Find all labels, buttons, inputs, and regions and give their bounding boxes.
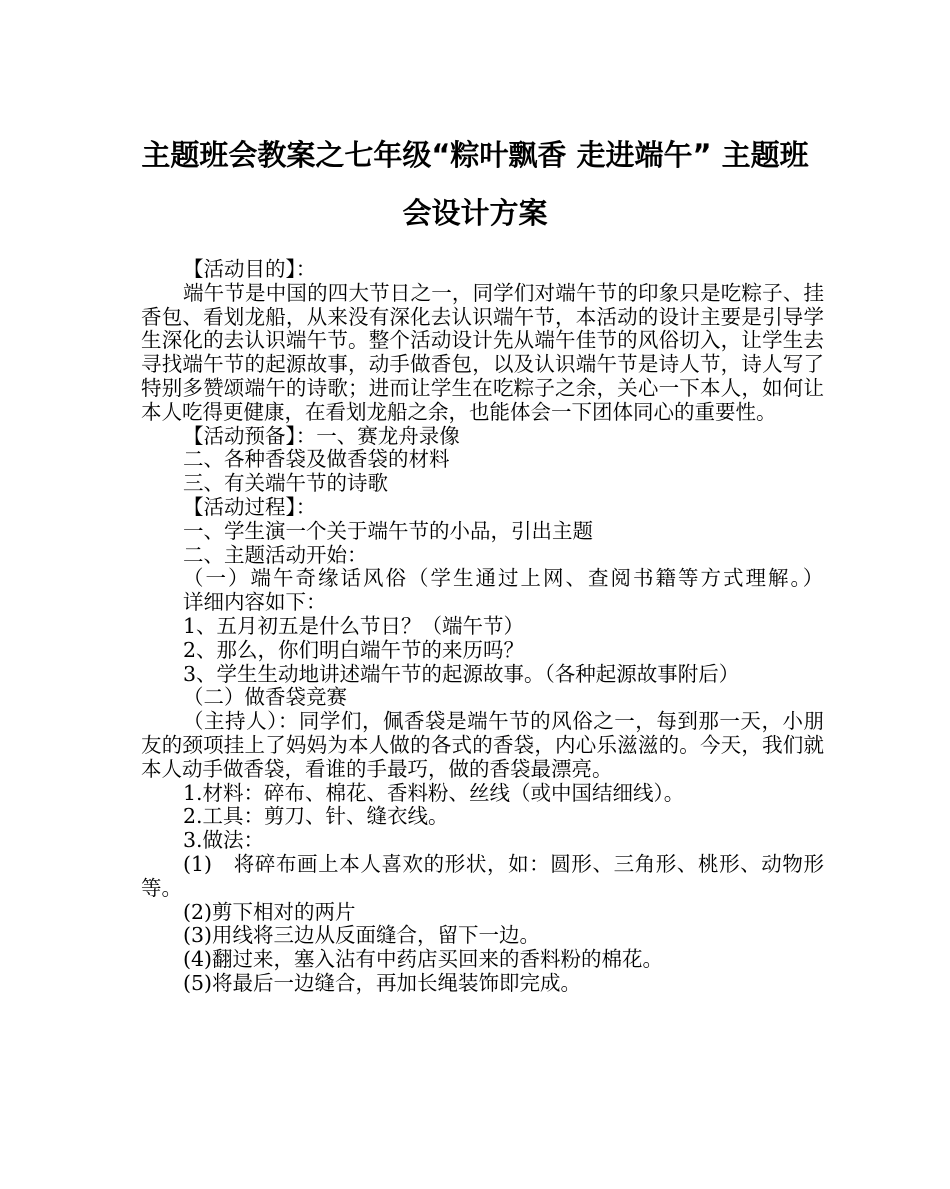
paragraph-host: （主持人）：同学们，佩香袋是端午节的风俗之一，每到那一天，小朋友的颈项挂上了妈妈为本人做的各式的香袋，内心乐滋滋的。今天，我们就本人动手做香袋，看谁的手最巧，做的香袋最漂亮。 (141, 709, 824, 781)
subsection-customs: （一）端午奇缘话风俗（学生通过上网、查阅书籍等方式理解。） (183, 566, 826, 591)
list-item: 2.工具：剪刀、针、缝衣线。 (183, 804, 449, 829)
document-title: 主题班会教案之七年级“粽叶飘香 走进端午” 主题班会设计方案 (141, 138, 809, 230)
list-item: 3.做法： (183, 828, 265, 853)
section-heading-process: 【活动过程】： (183, 494, 317, 519)
section-heading-purpose: 【活动目的】： (183, 257, 317, 281)
document-body (141, 258, 824, 996)
list-item: 二、各种香袋及做香袋的材料 (183, 447, 450, 472)
list-item: 2、那么，你们明白端午节的来历吗？ (183, 637, 525, 662)
list-item: 1.材料：碎布、棉花、香料粉、丝线（或中国结细线）。 (183, 780, 685, 805)
list-item: (4)翻过来，塞入沾有中药店买回来的香料粉的棉花。 (183, 947, 664, 972)
list-item: 二、主题活动开始： (183, 542, 368, 567)
list-item: (2)剪下相对的两片 (183, 899, 356, 924)
list-item: 三、有关端午节的诗歌 (183, 471, 388, 496)
list-item: 详细内容如下： (183, 590, 327, 615)
list-item: (1) 将碎布画上本人喜欢的形状，如：圆形、三角形、桃形、动物形等。 (141, 851, 824, 900)
list-item: 3、学生生动地讲述端午节的起源故事。（各种起源故事附后） (183, 661, 740, 686)
list-item: 一、学生演一个关于端午节的小品，引出主题 (183, 518, 593, 543)
section-heading-preparation: 【活动预备】：一、赛龙舟录像 (183, 423, 460, 448)
list-item: (5)将最后一边缝合，再加长绳装饰即完成。 (183, 970, 582, 995)
list-item: (3)用线将三边从反面缝合，留下一边。 (183, 923, 541, 948)
list-item: 1、五月初五是什么节日？（端午节） (183, 613, 525, 638)
paragraph-purpose: 端午节是中国的四大节日之一，同学们对端午节的印象只是吃粽子、挂香包、看划龙船，从来没有深化去认识端午节，本活动的设计主要是引导学生深化的去认识端午节。整个活动设计先从端午佳节的风俗切入，让学生去寻找端午节的起源故事，动手做香包，以及认识端午节是诗人节，诗人写了特别多赞颂端午的诗歌；进而让学生在吃粽子之余，关心一下本人，如何让本人吃得更健康，在看划龙船之余，也能体会一下团体同心的重要性。 (141, 280, 824, 424)
subsection-sachet-contest: （二）做香袋竞赛 (183, 685, 347, 710)
